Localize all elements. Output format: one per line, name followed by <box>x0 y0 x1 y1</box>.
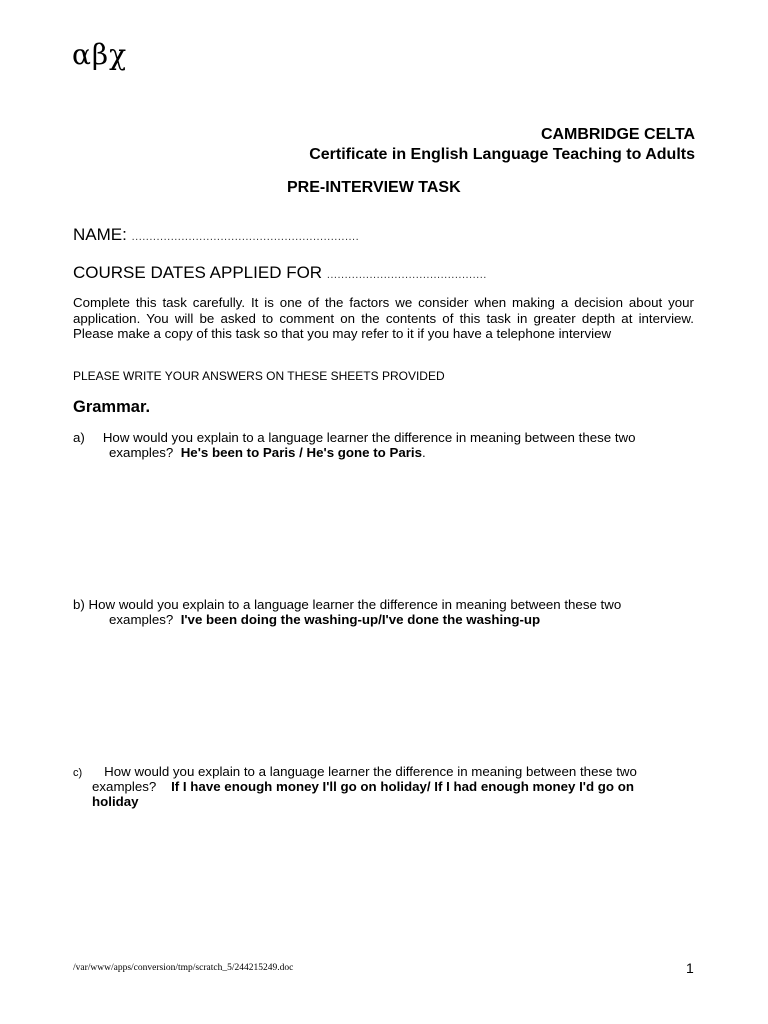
question-marker: a) <box>73 430 85 445</box>
footer-file-path: /var/www/apps/conversion/tmp/scratch_5/244215249.doc <box>73 963 294 973</box>
example-sentences-continued: holiday <box>92 794 139 809</box>
name-label: NAME: <box>73 225 127 244</box>
question-a-examples <box>109 445 426 461</box>
course-dates-dotted-line: ............................................. <box>326 269 487 281</box>
question-marker: c) <box>73 767 83 779</box>
course-dates-field <box>73 263 487 283</box>
examples-label: examples? <box>109 612 174 627</box>
question-text: How would you explain to a language learner the difference in meaning between these two <box>102 430 636 445</box>
course-dates-label: COURSE DATES APPLIED FOR <box>73 263 323 282</box>
page-number: 1 <box>686 960 694 976</box>
question-c-examples <box>92 779 634 795</box>
example-suffix: . <box>422 445 426 460</box>
section-title-grammar: Grammar. <box>73 398 151 416</box>
page-title: CAMBRIDGE CELTA <box>540 126 695 143</box>
question-b <box>73 597 621 613</box>
examples-label: examples? <box>92 779 157 794</box>
page-subtitle: Certificate in English Language Teaching to Adults <box>309 146 695 163</box>
example-sentences: I've been doing the washing-up/I've done the washing-up <box>180 612 541 627</box>
name-field <box>73 225 359 245</box>
task-title: PRE-INTERVIEW TASK <box>287 179 461 196</box>
example-sentences: He's been to Paris / He's gone to Paris <box>180 445 423 460</box>
question-marker: b) <box>73 597 85 612</box>
abc-logo: αβχ <box>72 38 128 71</box>
examples-label: examples? <box>109 445 174 460</box>
question-b-examples <box>109 612 540 628</box>
answer-instruction: PLEASE WRITE YOUR ANSWERS ON THESE SHEETS PROVIDED <box>73 369 445 383</box>
name-dotted-line: ................................................................ <box>131 231 360 243</box>
question-a <box>73 430 636 446</box>
intro-paragraph: Complete this task carefully. It is one of the factors we consider when making a decision about your application. You will be asked to comment on the contents of this task in greater depth at interview. Please make a copy of this task so that you may refer to it if you have a telephone interview <box>73 295 694 341</box>
example-sentences: If I have enough money I'll go on holiday/ If I had enough money I'd go on <box>171 779 634 794</box>
question-text: How would you explain to a language learner the difference in meaning between these two <box>104 764 637 779</box>
question-text: How would you explain to a language learner the difference in meaning between these two <box>88 597 622 612</box>
